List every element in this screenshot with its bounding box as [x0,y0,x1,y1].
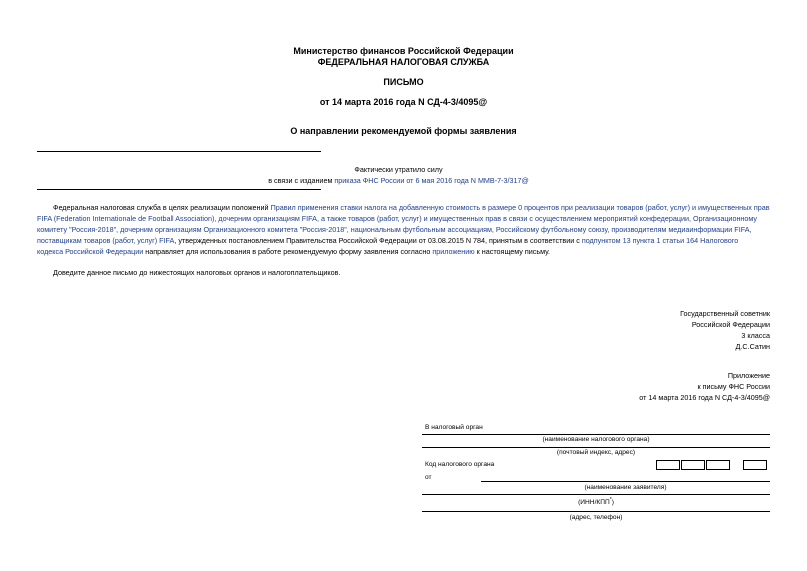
appendix-link[interactable]: приложению [432,247,475,256]
divider-bottom [37,189,321,190]
inn-caption-text: (ИНН/КПП [578,499,610,507]
signer-name: Д.С.Сатин [735,342,770,351]
inn-caption [422,497,770,506]
status-prefix: в связи с изданием [268,176,335,185]
form-line-postal[interactable] [422,447,770,448]
rules-link-line-3[interactable]: комитету "Россия-2018", дочерним организациям Организационного комитета "Россия-2018", национальным футбольным ассоциациям, Российскому футбольному союзу, производителям медиаинформации FIFA, [37,225,752,234]
signer-title-2: Российской Федерации [691,320,770,329]
rules-link[interactable]: Правил применения ставки налога на добавленную стоимость в размере 0 процентов при реализации товаров (работ, услуг) и имущественных прав [270,203,770,212]
divider-top [37,151,321,152]
code-box-1[interactable] [656,460,680,470]
status-line-2 [0,176,797,185]
ministry-title: Министерство финансов Российской Федерации [293,46,514,56]
paragraph-1-line-4 [37,235,738,246]
inn-caption-close: ) [611,499,614,507]
code-box-4[interactable] [743,460,767,470]
paragraph-2: Доведите данное письмо до нижестоящих налоговых органов и налогоплательщиков. [53,268,341,277]
applicant-caption: (наименование заявителя) [584,484,667,491]
paragraph-text: , утвержденных постановлением Правительства Российской Федерации от 03.08.2015 N 784, принятым в соответствии с [174,236,582,245]
doc-date: от 14 марта 2016 года N СД-4-3/4095@ [319,97,488,107]
appendix-label: Приложение [727,371,770,380]
status-order-link[interactable]: приказа ФНС России от 6 мая 2016 года N ММВ-7-3/317@ [334,176,529,185]
code-box-2[interactable] [681,460,705,470]
status-line-1: Фактически утратило силу [354,165,443,174]
signer-title-3: 3 класса [741,331,770,340]
paragraph-text: направляет для использования в работе рекомендуемую форму заявления согласно [143,247,433,256]
from-label: от [425,474,432,481]
appendix-line-3: от 14 марта 2016 года N СД-4-3/4095@ [639,393,770,402]
paragraph-text: Федеральная налоговая служба в целях реализации положений [53,203,271,212]
postal-caption: (почтовый индекс, адрес) [556,449,636,456]
doc-type: ПИСЬМО [383,77,424,87]
appendix-line-2: к письму ФНС России [697,382,770,391]
paragraph-1-line-5 [37,246,550,257]
tax-code-link-end[interactable]: кодекса Российской Федерации [37,247,144,256]
doc-subject: О направлении рекомендуемой формы заявления [290,126,517,136]
signer-title-1: Государственный советник [680,309,770,318]
service-title: ФЕДЕРАЛЬНАЯ НАЛОГОВАЯ СЛУЖБА [317,57,490,67]
form-line-inn[interactable] [422,494,770,495]
form-line-tax-authority[interactable] [422,434,770,435]
code-box-3[interactable] [706,460,730,470]
address-caption: (адрес, телефон) [569,514,623,521]
form-line-address[interactable] [422,511,770,512]
tax-authority-code-label: Код налогового органа [425,461,495,468]
paragraph-text: к настоящему письму. [474,247,551,256]
inn-footnote-mark[interactable]: * [609,497,612,503]
tax-authority-name-caption: (наименование налогового органа) [542,436,650,443]
paragraph-1-line-1 [53,202,770,213]
form-to-tax-authority: В налоговый орган [425,424,483,431]
tax-code-link[interactable]: подпунктом 13 пункта 1 статьи 164 Налогового [581,236,739,245]
rules-link-end[interactable]: поставщикам товаров (работ, услуг) FIFA [37,236,175,245]
form-line-applicant[interactable] [481,481,770,482]
rules-link-line-2[interactable]: FIFA (Federation Internationale de Football Association), дочерним организациям FIFA, а также товаров (работ, услуг) и имущественных прав в связи с осуществлением мероприятий конфедерации, Организационному [37,214,757,223]
